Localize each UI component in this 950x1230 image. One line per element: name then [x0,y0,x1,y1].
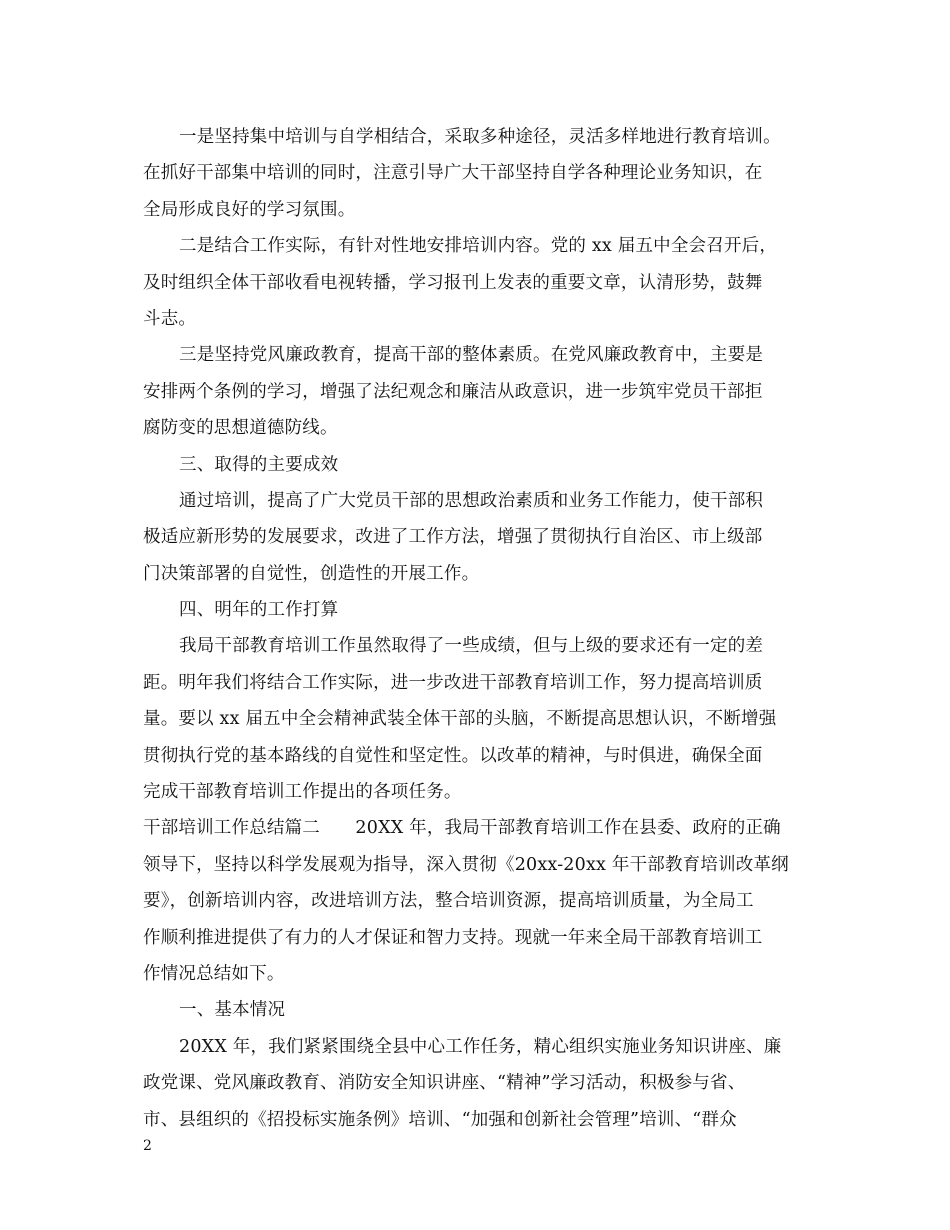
document-body [143,119,808,1138]
text-line: 量。要以 xx 届五中全会精神武装全体干部的头脑，不断提高思想认识，不断增强 [143,709,777,730]
text-line: 一是坚持集中培训与自学相结合，采取多种途径，灵活多样地进行教育培训。 [179,127,781,147]
text-line: 领导下，坚持以科学发展观为指导，深入贯彻《20xx-20xx 年干部教育培训改革纲 [143,854,789,875]
text-line: 作顺利推进提供了有力的人才保证和智力支持。现就一年来全局干部教育培训工 [143,927,763,948]
text-line: 作情况总结如下。 [143,963,285,984]
text-line: 20XX 年，我们紧紧围绕全县中心工作任务，精心组织实施业务知识讲座、廉 [179,1036,782,1057]
text-line: 贯彻执行党的基本路线的自觉性和坚定性。以改革的精神，与时俱进，确保全面 [143,745,763,766]
text-line: 一、基本情况 [179,1000,286,1021]
text-line: 干部培训工作总结篇二 20XX 年，我局干部教育培训工作在县委、政府的正确 [143,818,781,839]
text-line: 在抓好干部集中培训的同时，注意引导广大干部坚持自学各种理论业务知识，在 [143,163,763,184]
text-line: 市、县组织的《招投标实施条例》培训、“加强和创新社会管理”培训、“群众 [143,1109,737,1130]
page-number: 2 [143,1138,152,1154]
text-line: 门决策部署的自觉性，创造性的开展工作。 [143,563,480,584]
text-line: 三是坚持党风廉政教育，提高干部的整体素质。在党风廉政教育中，主要是 [179,345,764,366]
text-line: 四、明年的工作打算 [179,600,339,621]
text-line: 二是结合工作实际，有针对性地安排培训内容。党的 xx 届五中全会召开后， [179,236,778,257]
text-line: 政党课、党风廉政教育、消防安全知识讲座、“精神”学习活动，积极参与省、 [143,1073,746,1094]
text-line: 我局干部教育培训工作虽然取得了一些成绩，但与上级的要求还有一定的差 [179,636,764,657]
text-line: 斗志。 [143,308,197,329]
text-line: 全局形成良好的学习氛围。 [143,199,356,220]
text-line: 及时组织全体干部收看电视转播，学习报刊上发表的重要文章，认清形势，鼓舞 [143,272,763,293]
text-line: 安排两个条例的学习，增强了法纪观念和廉洁从政意识，进一步筑牢党员干部拒 [143,381,763,402]
text-line: 完成干部教育培训工作提出的各项任务。 [143,782,462,803]
text-line: 极适应新形势的发展要求，改进了工作方法，增强了贯彻执行自治区、市上级部 [143,527,763,548]
text-line: 腐防变的思想道德防线。 [143,418,338,439]
text-line: 三、取得的主要成效 [179,454,339,475]
text-line: 要》，创新培训内容，改进培训方法，整合培训资源，提高培训质量，为全局工 [143,891,754,912]
text-line: 通过培训，提高了广大党员干部的思想政治素质和业务工作能力，使干部积 [179,490,764,511]
text-line: 距。明年我们将结合工作实际，进一步改进干部教育培训工作，努力提高培训质 [143,672,763,693]
